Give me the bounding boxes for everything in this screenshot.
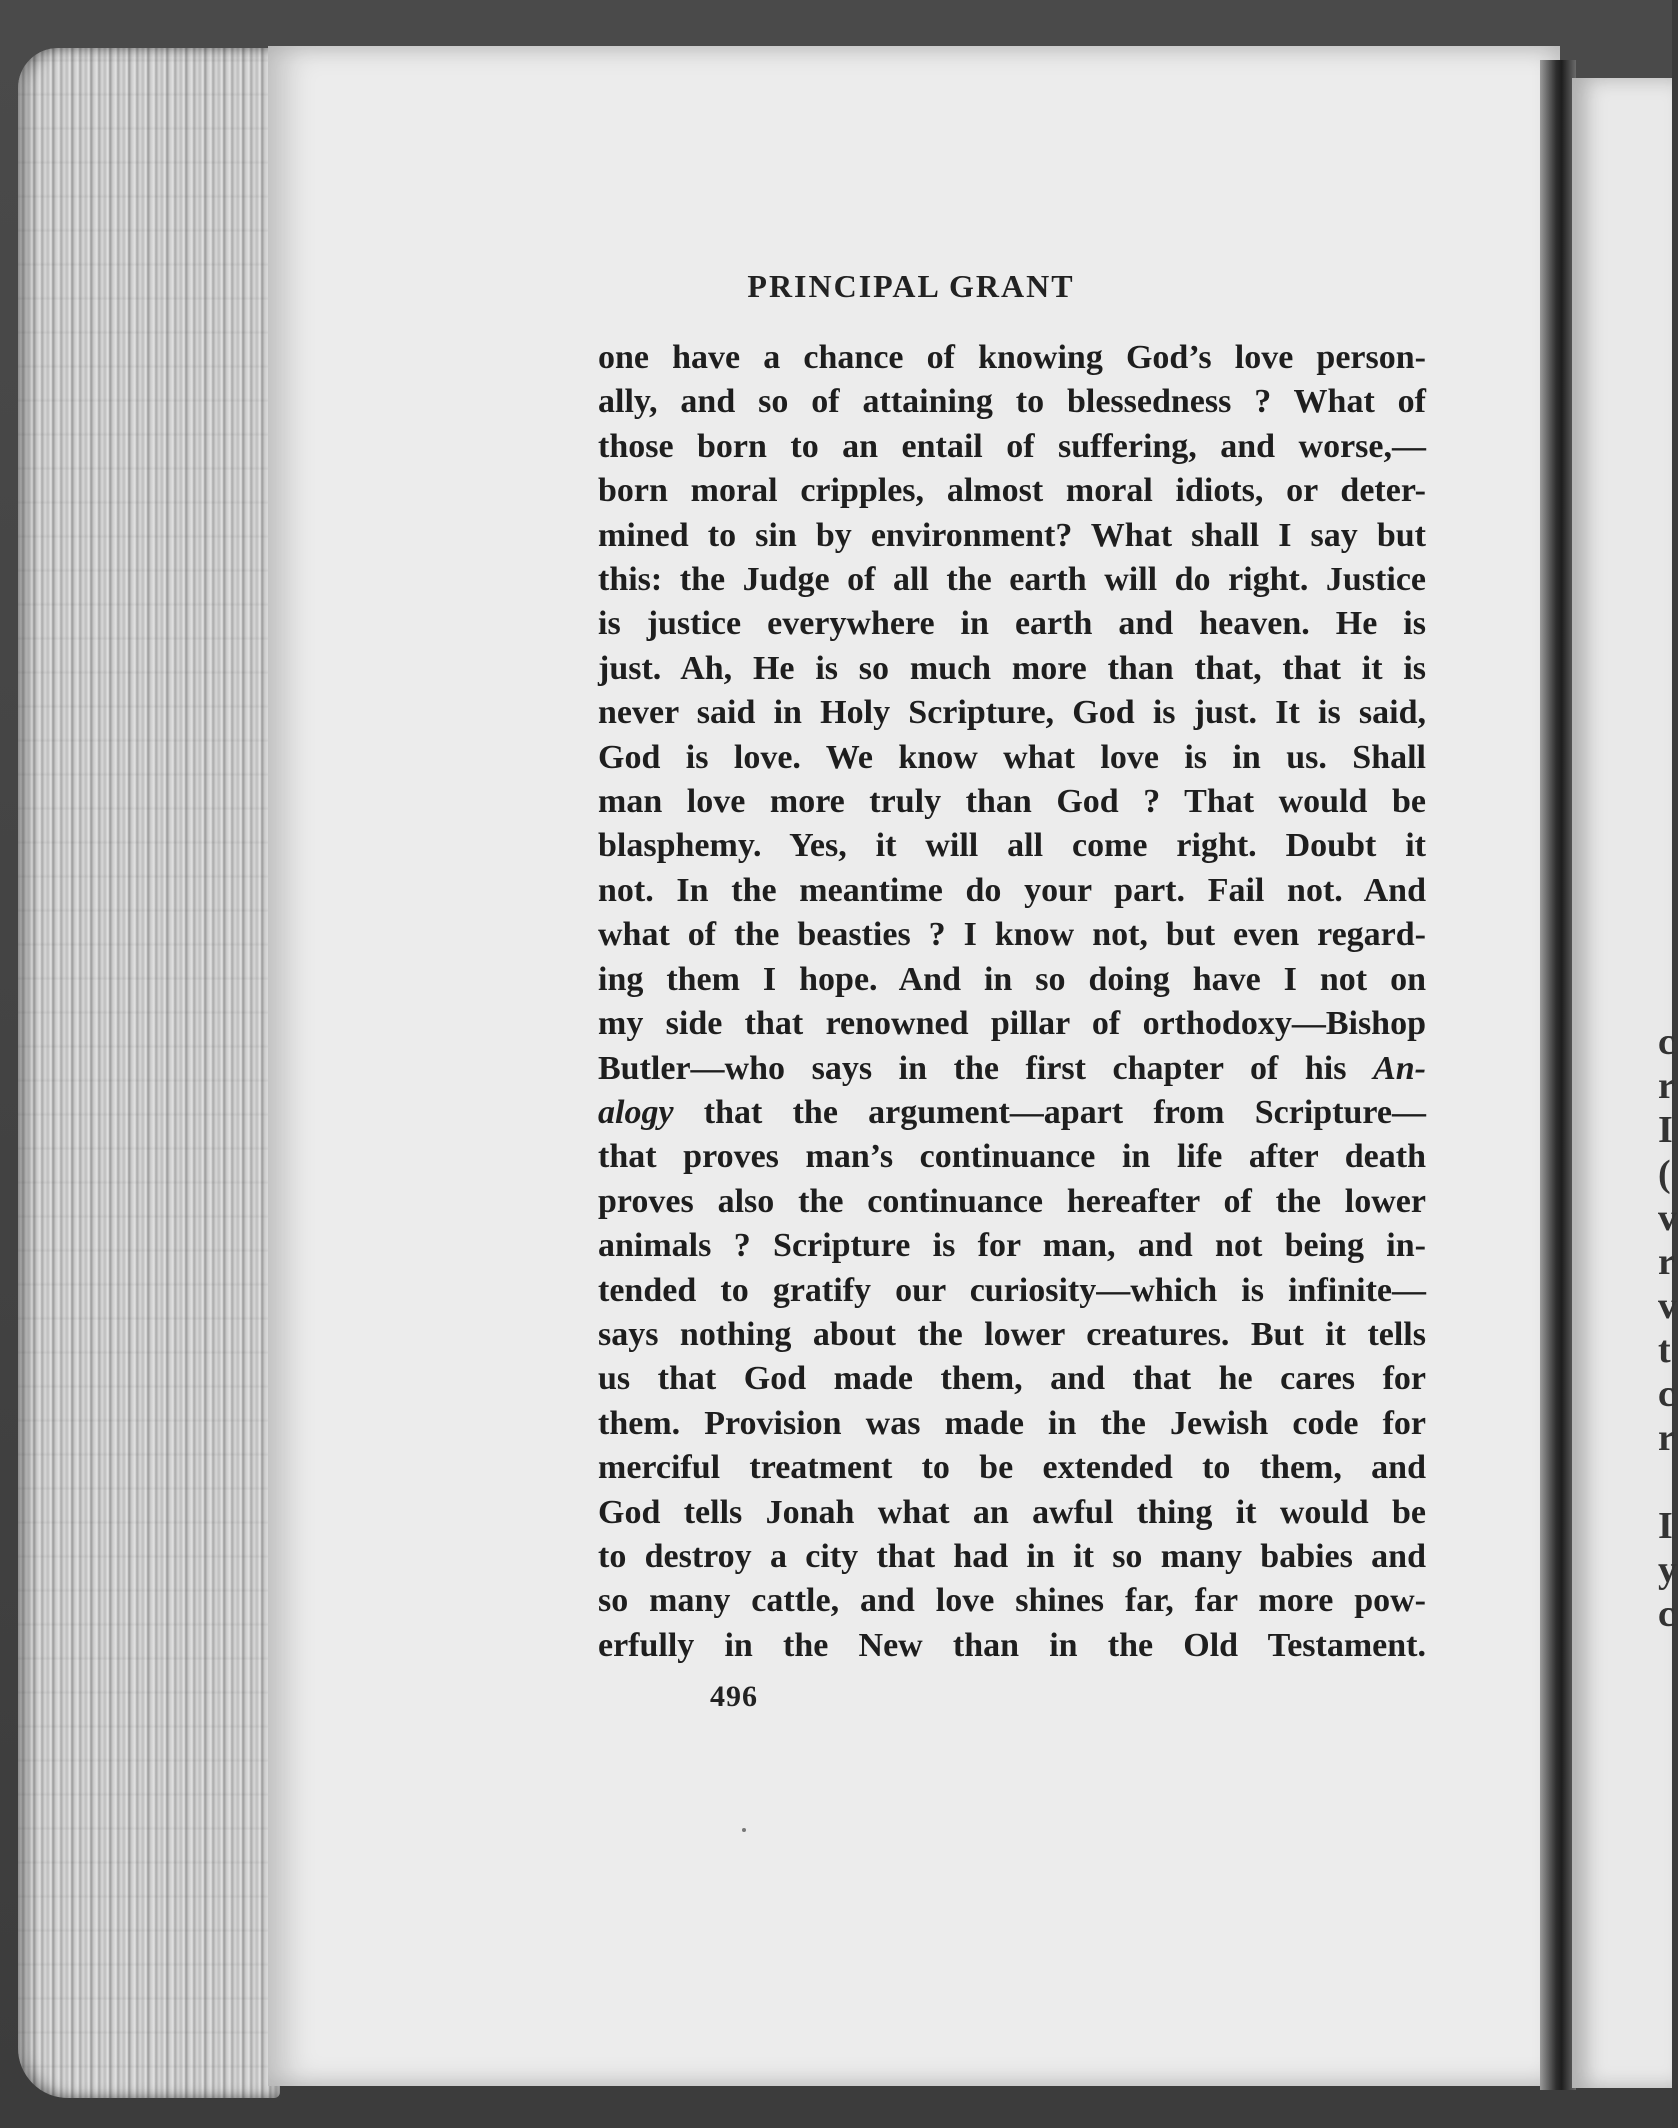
text-line: God tells Jonah what an awful thing it would be: [598, 1493, 1426, 1531]
facing-letter: c: [1658, 1373, 1675, 1415]
text-line: us that God made them, and that he cares for: [598, 1360, 1426, 1398]
text-line: born moral cripples, almost moral idiots, or deter-: [598, 472, 1426, 510]
text-line: not. In the meantime do your part. Fail not. And: [598, 871, 1426, 909]
facing-letter: c: [1658, 1021, 1675, 1063]
facing-letter: y: [1658, 1549, 1677, 1591]
text-line: to destroy a city that had in it so many babies and: [598, 1537, 1426, 1575]
text-line: God is love. We know what love is in us. Shall: [598, 738, 1426, 776]
text-line: says nothing about the lower creatures. But it tells: [598, 1315, 1426, 1353]
text-line: ing them I hope. And in so doing have I not on: [598, 960, 1426, 998]
facing-page-letters: [1658, 1020, 1678, 1636]
text-line: erfully in the New than in the Old Testament.: [598, 1626, 1426, 1664]
text-line: ally, and so of attaining to blessedness ? What of: [598, 383, 1426, 421]
page-edges: [18, 48, 280, 2098]
text-line: is justice everywhere in earth and heaven. He is: [598, 605, 1426, 643]
text-line: just. Ah, He is so much more than that, that it is: [598, 649, 1426, 687]
text-line: them. Provision was made in the Jewish code for: [598, 1404, 1426, 1442]
text-line: this: the Judge of all the earth will do right. Justice: [598, 561, 1426, 599]
book-gutter: [1540, 60, 1576, 2090]
text-line: blasphemy. Yes, it will all come right. Doubt it: [598, 827, 1426, 865]
text-line: merciful treatment to be extended to them, and: [598, 1449, 1426, 1487]
facing-letter: r: [1658, 1417, 1675, 1459]
page-number: 496: [710, 1680, 758, 1713]
text-line: my side that renowned pillar of orthodoxy—Bishop: [598, 1005, 1426, 1043]
facing-letter: I: [1658, 1505, 1673, 1547]
text-line: those born to an entail of suffering, and worse,—: [598, 427, 1426, 465]
text-line: proves also the continuance hereafter of the lower: [598, 1182, 1426, 1220]
text-line: animals ? Scripture is for man, and not being in-: [598, 1227, 1426, 1265]
facing-letter: (: [1658, 1153, 1671, 1195]
facing-letter: I: [1658, 1109, 1673, 1151]
facing-letter: [1658, 1460, 1678, 1504]
facing-letter: v: [1658, 1285, 1677, 1327]
text-line: tended to gratify our curiosity—which is infinite—: [598, 1271, 1426, 1309]
text-line: Butler—who says in the first chapter of his An-: [598, 1049, 1426, 1087]
facing-page: [1572, 78, 1672, 2088]
scan-speck: [742, 1828, 746, 1832]
page-body-text: [598, 336, 1426, 1668]
facing-letter: r: [1658, 1241, 1675, 1283]
facing-letter: t: [1658, 1329, 1671, 1371]
text-line: mined to sin by environment? What shall I say but: [598, 516, 1426, 554]
facing-letter: r: [1658, 1065, 1675, 1107]
text-line: never said in Holy Scripture, God is just. It is said,: [598, 694, 1426, 732]
text-line: that proves man’s continuance in life after death: [598, 1138, 1426, 1176]
text-line: what of the beasties ? I know not, but even regard-: [598, 916, 1426, 954]
text-line: so many cattle, and love shines far, far more pow-: [598, 1582, 1426, 1620]
text-line: alogy that the argument—apart from Scripture—: [598, 1093, 1426, 1131]
facing-letter: c: [1658, 1593, 1675, 1635]
facing-letter: v: [1658, 1197, 1677, 1239]
text-line: man love more truly than God ? That would be: [598, 783, 1426, 821]
running-head: PRINCIPAL GRANT: [747, 268, 1075, 304]
text-line: one have a chance of knowing God’s love person-: [598, 339, 1426, 376]
